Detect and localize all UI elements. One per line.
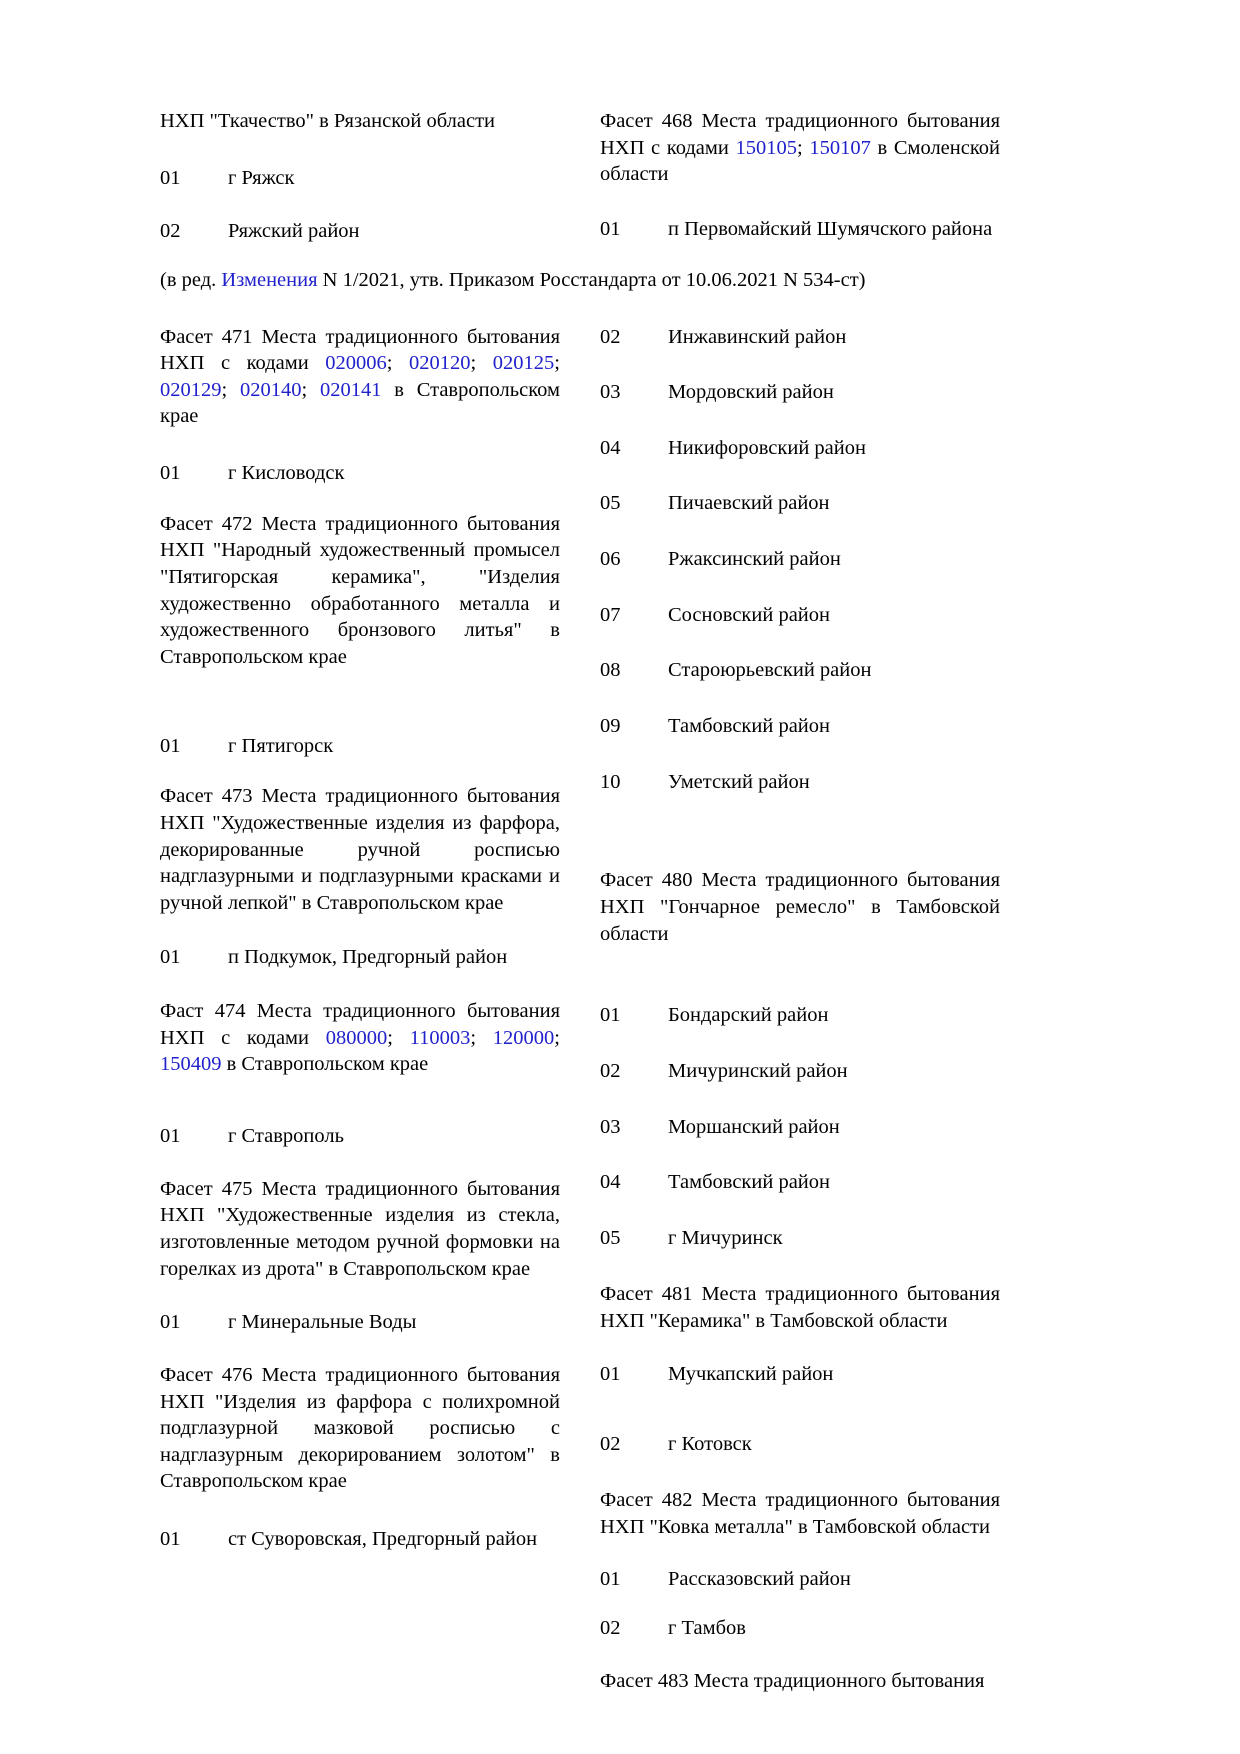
entry-name: Староюрьевский район: [668, 659, 872, 682]
entry-name: Уметский район: [668, 770, 810, 793]
facet-481-heading: Фасет 481 Места традиционного бытования НХП "Керамика" в Тамбовской области: [600, 1283, 1000, 1333]
list-item: [600, 435, 1000, 462]
entry-code: 01: [160, 1125, 181, 1148]
entry-name: Рассказовский район: [668, 1568, 851, 1591]
two-column-layout: [160, 108, 1000, 267]
right-column-top: [600, 108, 1000, 267]
entry-name: Бондарский район: [668, 1004, 829, 1027]
entry-name: Тамбовский район: [668, 1171, 830, 1194]
entry-code: 01: [600, 217, 621, 240]
entry-code: 01: [600, 1362, 621, 1385]
entry-name: г Котовск: [668, 1433, 752, 1456]
entry-code: 01: [160, 946, 181, 969]
entry-code: 04: [600, 436, 621, 459]
code-link[interactable]: 020141: [319, 378, 382, 401]
entry-name: Ряжский район: [228, 220, 360, 243]
list-item: [600, 1615, 1000, 1642]
code-link[interactable]: 150105: [735, 136, 798, 159]
code-link[interactable]: 150107: [809, 136, 871, 159]
left-column-body: [160, 324, 560, 1695]
entry-name: Моршанский район: [668, 1115, 840, 1138]
entry-name: Никифоровский район: [668, 436, 866, 459]
facet-476-heading: Фасет 476 Места традиционного бытования НХП "Изделия из фарфора с полихромной подглазурной мазковой росписью с надглазурным декорированием золотом" в Ставропольском крае: [160, 1363, 560, 1493]
entry-code: 01: [160, 1528, 181, 1551]
facet-468-tail: в Смоленской области: [600, 136, 1000, 186]
code-link[interactable]: 110003: [409, 1026, 471, 1049]
code-link[interactable]: 080000: [325, 1026, 388, 1049]
facet-471-tail: в Ставропольском крае: [160, 378, 560, 428]
list-item: [600, 1566, 1000, 1593]
entry-code: 03: [600, 381, 621, 404]
facet-471-heading: Фасет 471 Места традиционного бытования НХП с кодами 020006; 020120; 020125; 020129; 020140; 020141 в Ставропольском крае: [160, 325, 560, 428]
code-link[interactable]: 120000: [492, 1026, 555, 1049]
heading-weaving-ryazan: НХП "Ткачество" в Рязанской области: [160, 110, 496, 132]
entry-name: Сосновский район: [668, 603, 830, 626]
amendment-suffix: N 1/2021, утв. Приказом Росстандарта от 10.06.2021 N 534-ст): [317, 268, 866, 291]
entry-code: 02: [600, 1059, 621, 1082]
list-item: [600, 1361, 1000, 1388]
entry-code: 03: [600, 1115, 621, 1138]
entry-code: 10: [600, 770, 621, 793]
code-link[interactable]: 020129: [160, 378, 222, 401]
entry-name: Пичаевский район: [668, 492, 830, 515]
amendment-link[interactable]: Изменения: [221, 268, 318, 291]
list-item: [600, 769, 1000, 796]
entry-code: 04: [600, 1171, 621, 1194]
list-item: [600, 1002, 1000, 1029]
entry-name: Мордовский район: [668, 381, 834, 404]
list-item: [600, 1114, 1000, 1141]
facet-483-heading: Фасет 483 Места традиционного бытования: [600, 1669, 985, 1692]
facet-474-intro: Фаст 474 Места традиционного бытования НХП с кодами: [160, 1000, 560, 1049]
list-item: [600, 379, 1000, 406]
code-link[interactable]: 020125: [492, 352, 555, 375]
entry-code: 02: [600, 1616, 621, 1639]
entry-name: Мучкапский район: [668, 1362, 834, 1385]
entry-name: п Первомайский Шумячского района: [668, 217, 993, 240]
facet-474-tail: в Ставропольском крае: [221, 1053, 429, 1076]
entry-name: г Тамбов: [668, 1616, 746, 1639]
entry-name: г Минеральные Воды: [228, 1311, 417, 1334]
main-two-column-body: [160, 324, 1000, 1695]
facet-468-intro: Фасет 468 Места традиционного бытования НХП с кодами: [600, 110, 1000, 159]
list-item: [160, 1309, 560, 1336]
entry-name: г Ряжск: [228, 166, 295, 189]
amendment-note: [160, 267, 1000, 294]
entry-code: 01: [160, 166, 181, 189]
entry-name: г Пятигорск: [228, 734, 334, 757]
facet-472-heading: Фасет 472 Места традиционного бытования НХП "Народный художественный промысел "Пятигорская керамика", "Изделия художественно обработанного металла и художественного бронзового литья" в Ставропольском крае: [160, 512, 560, 668]
entry-name: Мичуринский район: [668, 1059, 848, 1082]
entry-code: 01: [600, 1004, 621, 1027]
facet-474-heading: Фаст 474 Места традиционного бытования НХП с кодами 080000; 110003; 120000; 150409 в Ставропольском крае: [160, 1000, 560, 1076]
list-item: [600, 1431, 1000, 1458]
list-item: [600, 546, 1000, 573]
entry-code: 05: [600, 492, 621, 515]
entry-name: г Ставрополь: [228, 1125, 344, 1148]
code-link[interactable]: 020140: [239, 378, 302, 401]
entry-code: 09: [600, 715, 621, 738]
right-column-body: [600, 324, 1000, 1695]
list-item: [160, 218, 560, 245]
entry-code: 07: [600, 603, 621, 626]
list-item: [160, 1526, 560, 1553]
code-link[interactable]: 020006: [325, 352, 387, 375]
facet-475-heading: Фасет 475 Места традиционного бытования НХП "Художественные изделия из стекла, изготовленные методом ручной формовки на горелках из дрота" в Ставропольском крае: [160, 1177, 560, 1280]
facet-480-heading: Фасет 480 Места традиционного бытования НХП "Гончарное ремесло" в Тамбовской области: [600, 869, 1000, 945]
entry-code: 01: [160, 734, 181, 757]
entry-name: Инжавинский район: [668, 325, 847, 348]
list-item: [160, 944, 560, 971]
list-item: [600, 657, 1000, 684]
entry-code: 01: [160, 462, 181, 485]
list-item: [600, 1058, 1000, 1085]
list-item: [600, 1225, 1000, 1252]
list-item: [160, 733, 560, 760]
list-item: [600, 602, 1000, 629]
facet-473-heading: Фасет 473 Места традиционного бытования НХП "Художественные изделия из фарфора, декорированные ручной росписью надглазурными и подглазурными красками и ручной лепкой" в Ставропольском крае: [160, 785, 560, 914]
entry-name: Ржаксинский район: [668, 548, 841, 571]
facet-471-intro: Фасет 471 Места традиционного бытования НХП с кодами: [160, 325, 560, 375]
amendment-prefix: (в ред.: [160, 268, 222, 291]
facet-468-heading: Фасет 468 Места традиционного бытования НХП с кодами 150105; 150107 в Смоленской области: [600, 110, 1000, 186]
entry-name: г Мичуринск: [668, 1226, 783, 1249]
entry-code: 02: [600, 1433, 621, 1456]
list-item: [600, 713, 1000, 740]
entry-code: 06: [600, 548, 621, 571]
list-item: [160, 460, 560, 487]
entry-name: г Кисловодск: [228, 462, 345, 485]
entry-code: 01: [600, 1568, 621, 1591]
code-link[interactable]: 020120: [409, 352, 471, 375]
list-item: [600, 1169, 1000, 1196]
entry-name: ст Суворовская, Предгорный район: [228, 1528, 538, 1551]
code-link[interactable]: 150409: [160, 1053, 222, 1076]
entry-name: Тамбовский район: [668, 715, 830, 738]
entry-code: 05: [600, 1226, 621, 1249]
list-item: [600, 324, 1000, 351]
entry-name: п Подкумок, Предгорный район: [228, 946, 508, 969]
left-column: [160, 108, 560, 267]
entry-code: 08: [600, 659, 621, 682]
list-item: [160, 1123, 560, 1150]
list-item: [600, 216, 1000, 243]
page-content: [160, 108, 1000, 1694]
list-item: [160, 165, 560, 192]
list-item: [600, 490, 1000, 517]
entry-code: 01: [160, 1311, 181, 1334]
entry-code: 02: [600, 325, 621, 348]
facet-482-heading: Фасет 482 Места традиционного бытования НХП "Ковка металла" в Тамбовской области: [600, 1489, 1000, 1538]
entry-code: 02: [160, 220, 181, 243]
